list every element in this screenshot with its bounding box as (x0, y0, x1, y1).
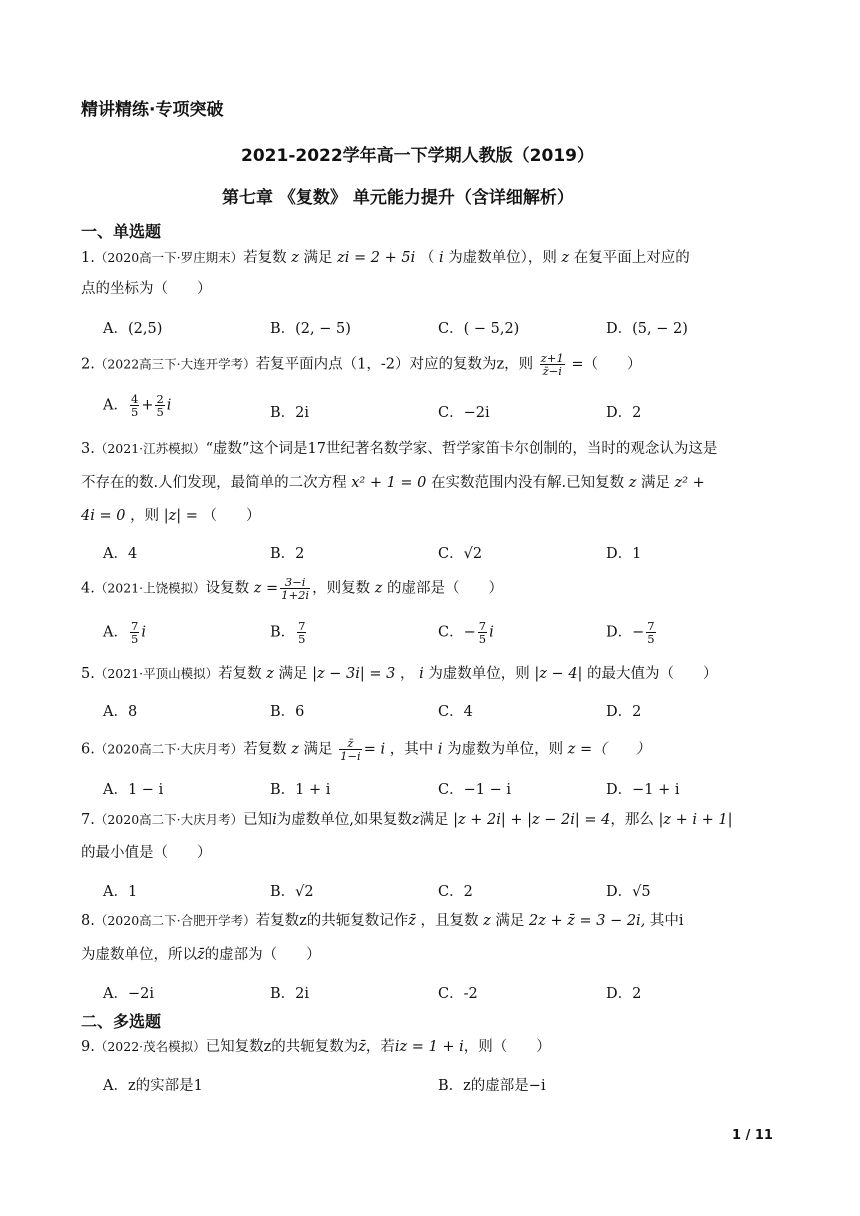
question-4 (81, 576, 503, 601)
option-a: A．4 (103, 546, 138, 562)
fraction-denominator: 5 (478, 632, 487, 647)
math-expression: z² + (674, 475, 705, 491)
question-text: 满足 (640, 475, 670, 491)
option-c: C．−2i (438, 405, 490, 421)
question-2 (81, 352, 642, 377)
math-var: z (374, 580, 383, 597)
fraction (646, 620, 655, 645)
fraction (478, 620, 487, 645)
math-expression: = i (363, 741, 386, 758)
question-text: 其中i (649, 913, 684, 929)
math-expression: z = (253, 580, 279, 597)
question-source: （2022·茂名模拟） (94, 1039, 206, 1054)
math-var: z (291, 741, 299, 758)
option-label: C．− (438, 624, 476, 641)
question-text: 满足 (303, 741, 333, 758)
option-a (103, 620, 146, 645)
section-heading-multi: 二、多选题 (81, 1012, 162, 1031)
question-text: （ (419, 250, 435, 266)
option-b (270, 620, 308, 645)
question-source: （2021·平顶山模拟） (94, 666, 219, 681)
math-var: z̄ (358, 1039, 366, 1055)
question-1 (81, 251, 690, 266)
question-text: ，则复数 (312, 580, 371, 597)
question-number: 5. (81, 666, 95, 682)
option-c: C．−1 − i (438, 782, 511, 798)
question-text: ，其中 (389, 741, 434, 758)
question-number: 2. (81, 356, 95, 373)
question-text: 为虚数单位，则 (428, 666, 530, 682)
question-text: 满足 (278, 666, 308, 682)
math-expression: |z − 3i| = 3 (312, 666, 396, 682)
option-d: D．1 (606, 546, 642, 562)
fraction (540, 352, 565, 377)
option-d: D．(5, − 2) (606, 321, 688, 337)
option-b: B．2 (270, 546, 305, 562)
fraction (130, 393, 139, 418)
math-operator: + (141, 397, 154, 414)
question-text: “虚数”这个词是17世纪著名数学家、哲学家笛卡尔创制的，当时的观念认为这是 (205, 441, 718, 457)
question-1-line-2: 点的坐标为（ ） (81, 281, 212, 297)
question-number: 4. (81, 580, 95, 597)
fraction (339, 737, 362, 762)
question-text: 为虚数单位，所以 (81, 947, 197, 963)
option-a: A．1 (103, 884, 138, 900)
option-b: B．z的虚部是−i (438, 1078, 546, 1094)
fraction-numerator: 4 (130, 392, 139, 406)
option-b: B．2i (270, 986, 310, 1002)
math-expression: |z| = (163, 508, 198, 524)
option-b: B．6 (270, 704, 305, 720)
math-var: z (483, 913, 491, 929)
question-number: 8. (81, 913, 95, 929)
title-line-1: 2021-2022学年高一下学期人教版（2019） (241, 146, 594, 166)
fraction-denominator: 5 (156, 405, 164, 420)
fraction-denominator: z̄−i (542, 364, 562, 379)
question-number: 9. (81, 1039, 95, 1055)
option-a: A．1 − i (103, 782, 164, 798)
option-c (438, 620, 494, 645)
fraction (130, 620, 139, 645)
fraction-denominator: 5 (130, 405, 139, 420)
question-6 (81, 737, 650, 762)
question-text: 若复数 (218, 666, 262, 682)
fraction-denominator: 5 (298, 632, 306, 647)
question-text: 的最大值为（ ） (587, 666, 718, 682)
math-var: i (419, 666, 424, 682)
option-d: D．√5 (606, 884, 651, 900)
fraction-denominator: 1+2i (281, 588, 310, 603)
fraction-numerator: 3−i (280, 576, 310, 589)
question-text: 不存在的数.人们发现，最简单的二次方程 (81, 475, 347, 491)
page-number: 1 / 11 (732, 1128, 773, 1143)
math-expression: x² + 1 = 0 (351, 475, 427, 491)
question-text: 为虚数为单位，则 (447, 741, 564, 758)
question-text: 满足 (419, 812, 449, 828)
question-text: 满足 (303, 250, 333, 266)
math-var: i (141, 624, 146, 641)
fraction-numerator: 7 (298, 619, 306, 633)
brand-heading: 精讲精练·专项突破 (81, 100, 224, 120)
question-7-line-2: 的最小值是（ ） (81, 845, 212, 861)
option-d (606, 620, 658, 645)
question-source: （2020高二下·大庆月考） (94, 741, 244, 757)
question-source: （2020高一下·罗庄期末） (94, 250, 244, 265)
question-text: 若复数 (243, 741, 287, 758)
question-text: 在复平面上对应的 (573, 250, 690, 266)
question-source: （2022高三下·大连开学考） (94, 356, 256, 372)
math-var: i (438, 250, 444, 266)
question-3-line-3 (81, 509, 260, 524)
option-a: A．z的实部是1 (103, 1078, 203, 1094)
option-b: B．√2 (270, 884, 314, 900)
question-number: 6. (81, 741, 95, 758)
option-c: C．2 (438, 884, 473, 900)
question-text: 满足 (495, 913, 525, 929)
question-text: 的虚部为（ ） (204, 947, 321, 963)
math-var: z (266, 666, 274, 682)
fraction (155, 393, 164, 418)
math-expression: z =（ ） (567, 741, 651, 758)
math-expression: 2z + z̄ = 3 − 2i, (529, 913, 646, 929)
math-var: z (628, 475, 637, 491)
question-3-line-2 (81, 476, 705, 491)
math-expression: |z − 4| (534, 666, 583, 682)
question-5 (81, 667, 718, 682)
option-a: A．8 (103, 704, 138, 720)
question-text: ，若 (365, 1039, 395, 1055)
math-var: i (437, 741, 443, 758)
fraction (280, 576, 310, 601)
question-8-line-2 (81, 948, 321, 963)
math-expression: iz = 1 + i (394, 1039, 464, 1055)
fraction-denominator: 1−i (340, 749, 361, 764)
option-c: C．( − 5,2) (438, 321, 520, 337)
question-3 (81, 442, 717, 457)
option-label: A． (103, 397, 128, 414)
question-text: 为虚数单位），则 (448, 250, 557, 266)
question-text: 在实数范围内没有解.已知复数 (431, 475, 625, 491)
question-8 (81, 914, 684, 929)
fraction (297, 620, 306, 645)
option-b: B．(2, − 5) (270, 321, 351, 337)
question-text: ，那么 (610, 812, 654, 828)
option-c: C．√2 (438, 546, 483, 562)
question-7 (81, 813, 733, 828)
math-var: z (411, 812, 420, 828)
question-text: ， (399, 666, 415, 682)
math-expression: 4i = 0 (81, 508, 126, 524)
option-c: C．4 (438, 704, 473, 720)
math-var: i (489, 624, 494, 641)
option-d: D．2 (606, 704, 642, 720)
question-text: （ ） (202, 508, 261, 524)
math-var: z̄ (197, 947, 205, 963)
math-var: i (272, 812, 277, 828)
question-text: 设复数 (205, 580, 250, 597)
fraction-numerator: 2 (156, 392, 164, 406)
question-number: 7. (81, 812, 95, 828)
section-heading-single: 一、单选题 (81, 222, 162, 241)
fraction-numerator: 7 (647, 619, 655, 633)
option-label: B． (270, 624, 296, 641)
math-var: z (291, 250, 299, 266)
question-text: ，且复数 (420, 913, 479, 929)
question-text: 已知复数z的共轭复数为 (205, 1039, 359, 1055)
question-source: （2020高二下·大庆月考） (94, 812, 244, 827)
question-text: 已知 (243, 812, 273, 828)
title-line-2: 第七章 《复数》 单元能力提升（含详细解析） (222, 188, 574, 208)
question-9 (81, 1040, 551, 1055)
question-text: 若复数z的共轭复数记作 (255, 913, 409, 929)
option-b: B．2i (270, 405, 310, 421)
fraction-numerator: z+1 (540, 351, 564, 365)
question-text: 若复平面内点（1，-2）对应的复数为z，则 (255, 356, 534, 373)
math-var: z̄ (408, 913, 416, 929)
question-source: （2021·江苏模拟） (94, 441, 206, 456)
option-d: D．2 (606, 986, 642, 1002)
option-c: C．-2 (438, 986, 478, 1002)
math-var: i (166, 397, 172, 414)
question-text: ，则 (130, 508, 160, 524)
fraction-numerator: z̄ (339, 737, 362, 750)
option-b: B．1 + i (270, 782, 331, 798)
option-d: D．−1 + i (606, 782, 680, 798)
question-text: 的虚部是（ ） (386, 580, 503, 597)
question-source: （2021·上饶模拟） (94, 580, 206, 596)
question-text: 若复数 (243, 250, 287, 266)
question-text: =（ ） (571, 356, 642, 373)
fraction-denominator: 5 (647, 632, 655, 647)
question-text: ，则（ ） (463, 1039, 551, 1055)
option-a: A．(2,5) (103, 321, 163, 337)
fraction-numerator: 7 (478, 619, 487, 633)
question-number: 3. (81, 441, 95, 457)
question-number: 1. (81, 250, 95, 266)
math-expression: zi = 2 + 5i (337, 250, 416, 266)
fraction-numerator: 7 (130, 619, 139, 633)
math-var: z (561, 250, 570, 266)
math-expression: |z + i + 1| (658, 812, 733, 828)
option-label: D．− (606, 624, 645, 641)
option-a (103, 393, 171, 418)
fraction-denominator: 5 (130, 632, 139, 647)
math-expression: |z + 2i| + |z − 2i| = 4 (453, 812, 611, 828)
option-label: A． (103, 624, 128, 641)
option-a: A．−2i (103, 986, 154, 1002)
question-text: 为虚数单位,如果复数 (276, 812, 412, 828)
question-source: （2020高二下·合肥开学考） (94, 913, 256, 928)
option-d: D．2 (606, 405, 642, 421)
